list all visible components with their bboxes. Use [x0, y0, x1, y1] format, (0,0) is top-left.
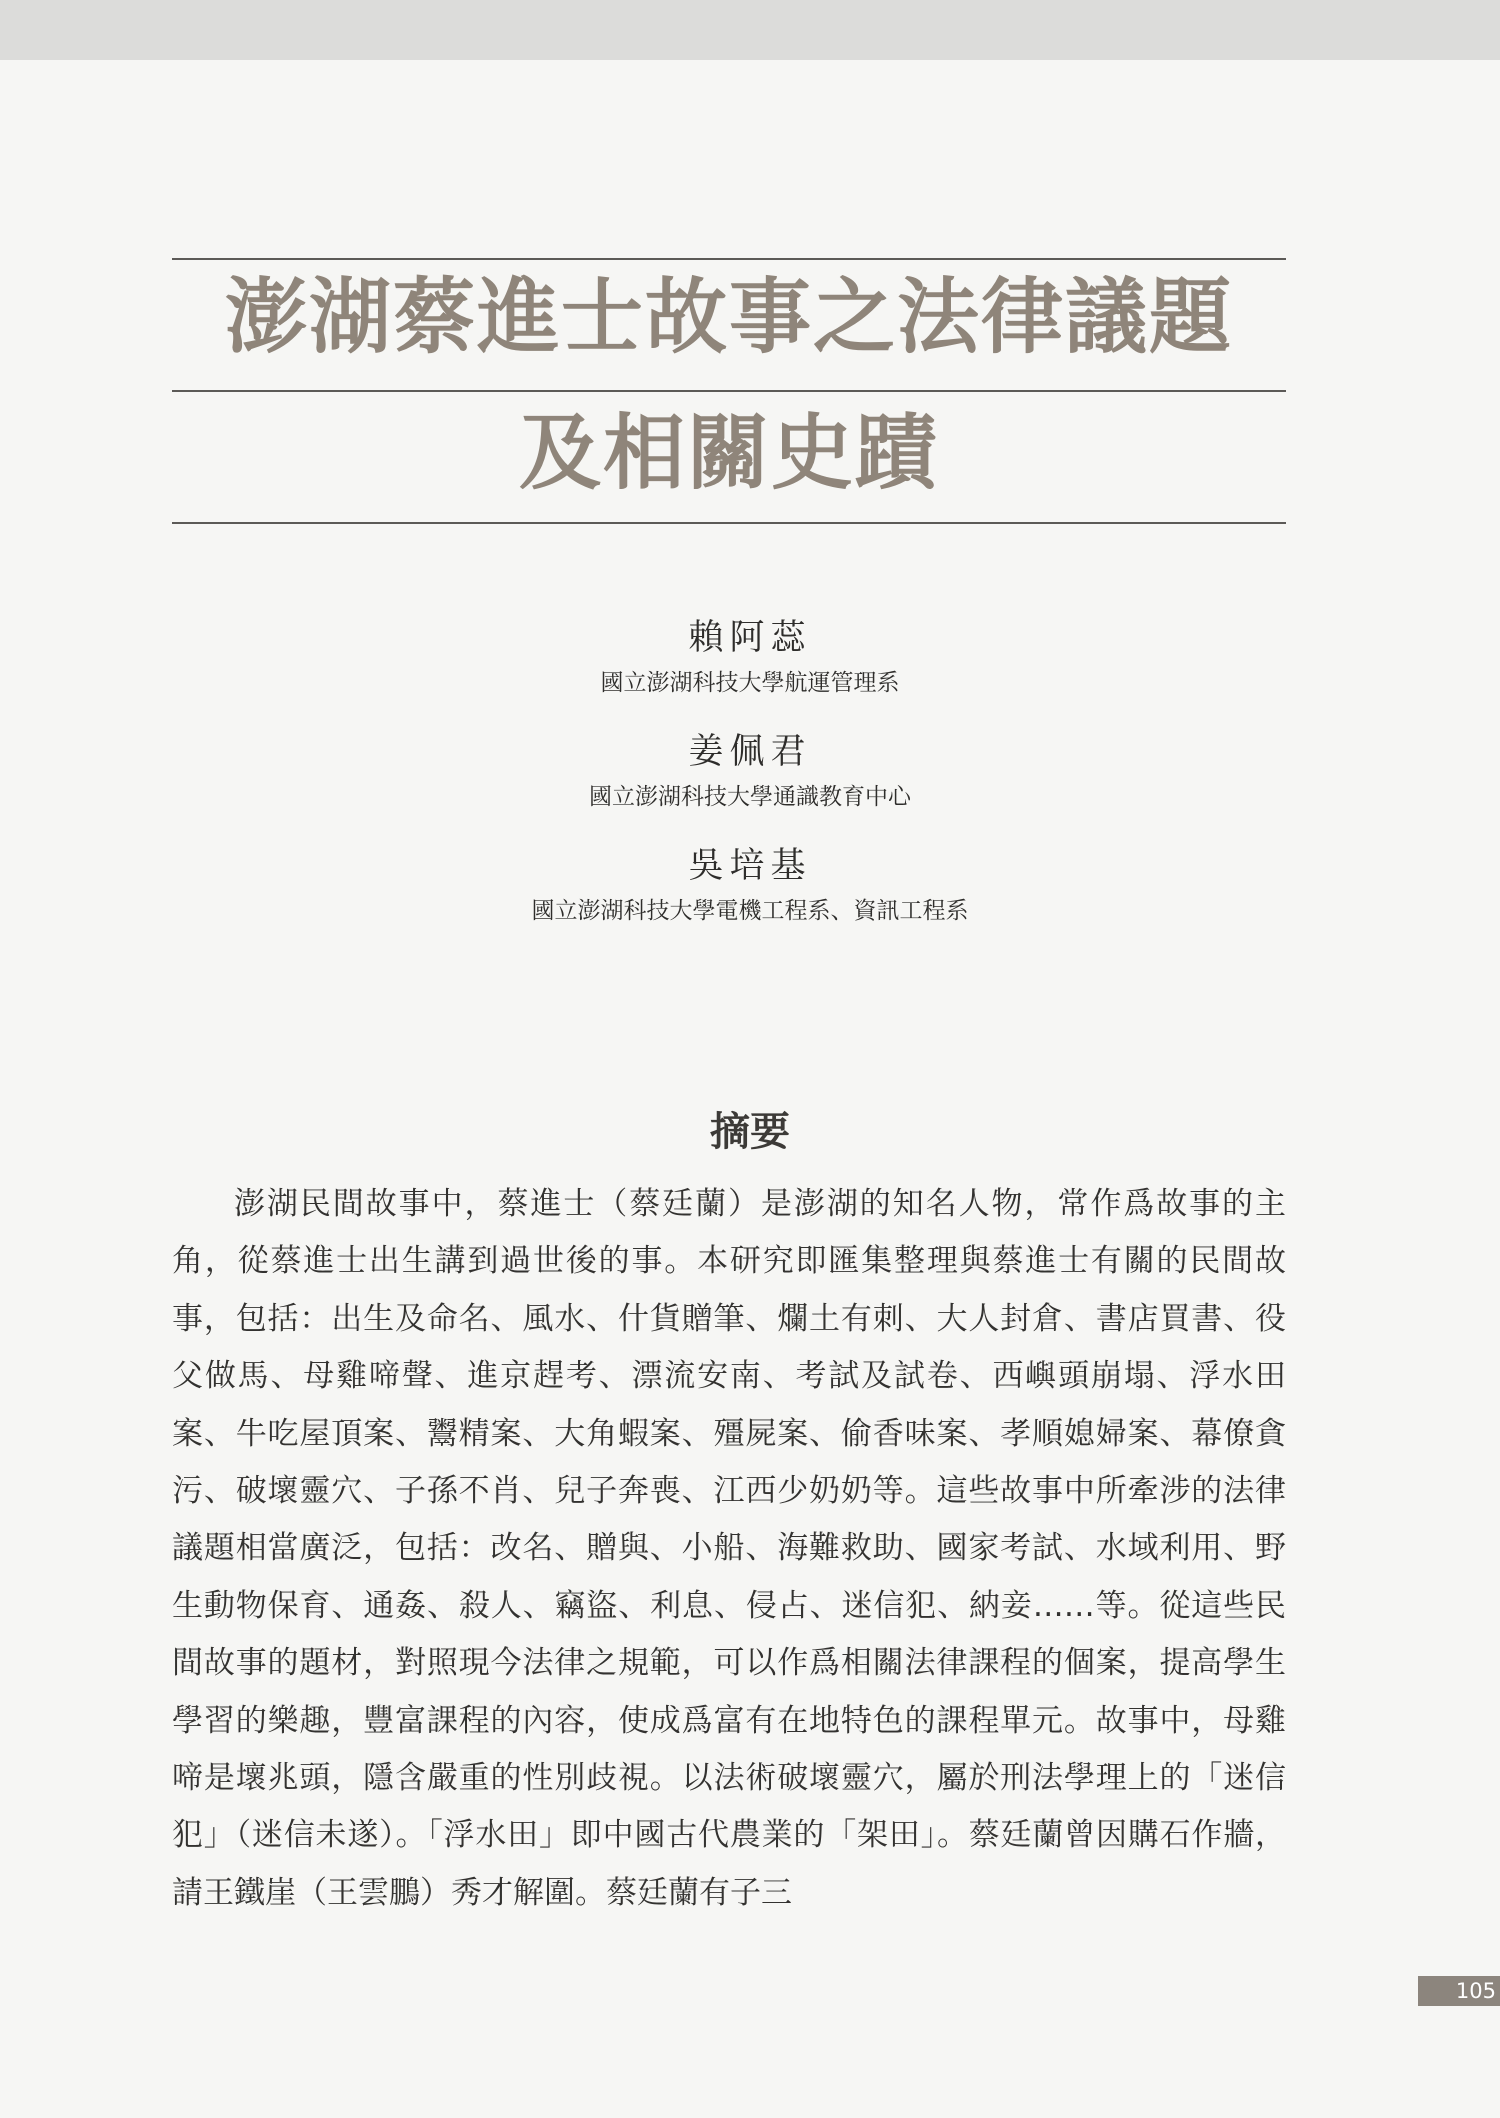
author-block [0, 610, 1500, 952]
author-entry [0, 724, 1500, 814]
author-entry [0, 838, 1500, 928]
page-number: 105 [1455, 1979, 1496, 2003]
author-name: 姜佩君 [688, 732, 812, 772]
author-affiliation: 國立澎湖科技大學航運管理系 [600, 670, 900, 696]
paper-title-line-2: 及相關史蹟 [518, 405, 939, 501]
abstract-body: 澎湖民間故事中，蔡進士（蔡廷蘭）是澎湖的知名人物，常作爲故事的主角，從蔡進士出生講到過世後的事。本研究即匯集整理與蔡進士有關的民間故事，包括：出生及命名、風水、什貨贈筆、爛土有刺、大人封倉、書店買書、役父做馬、母雞啼聲、進京趕考、漂流安南、考試及試卷、西嶼頭崩塌、浮水田案、牛吃屋頂案、鬻精案、大角蝦案、殭屍案、偷香味案、孝順媳婦案、幕僚貪污、破壞靈穴、子孫不肖、兒子奔喪、江西少奶奶等。這些故事中所牽涉的法律議題相當廣泛，包括：改名、贈與、小船、海難救助、國家考試、水域利用、野生動物保育、通姦、殺人、竊盜、利息、侵占、迷信犯、納妾……等。從這些民間故事的題材，對照現今法律之規範，可以作爲相關法律課程的個案，提高學生學習的樂趣，豐富課程的內容，使成爲富有在地特色的課程單元。故事中，母雞啼是壞兆頭，隱含嚴重的性別歧視。以法術破壞靈穴，屬於刑法學理上的「迷信犯」（迷信未遂）。「浮水田」即中國古代農業的「架田」。蔡廷蘭曾因購石作牆，請王鐵崖（王雲鵬）秀才解圍。蔡廷蘭有子三 [172, 1186, 1286, 1911]
title-rule-middle [172, 390, 1286, 392]
title-rule-top [172, 258, 1286, 260]
author-name: 吳培基 [688, 846, 812, 886]
abstract-heading: 摘要 [710, 1109, 790, 1155]
paper-title-line-1: 澎湖蔡進士故事之法律議題 [224, 269, 1233, 365]
title-rule-bottom [172, 522, 1286, 524]
scan-top-margin [0, 0, 1500, 60]
author-entry [0, 610, 1500, 700]
author-name: 賴阿蕊 [688, 618, 812, 658]
author-affiliation: 國立澎湖科技大學電機工程系、資訊工程系 [531, 898, 969, 924]
author-affiliation: 國立澎湖科技大學通識教育中心 [589, 784, 911, 810]
